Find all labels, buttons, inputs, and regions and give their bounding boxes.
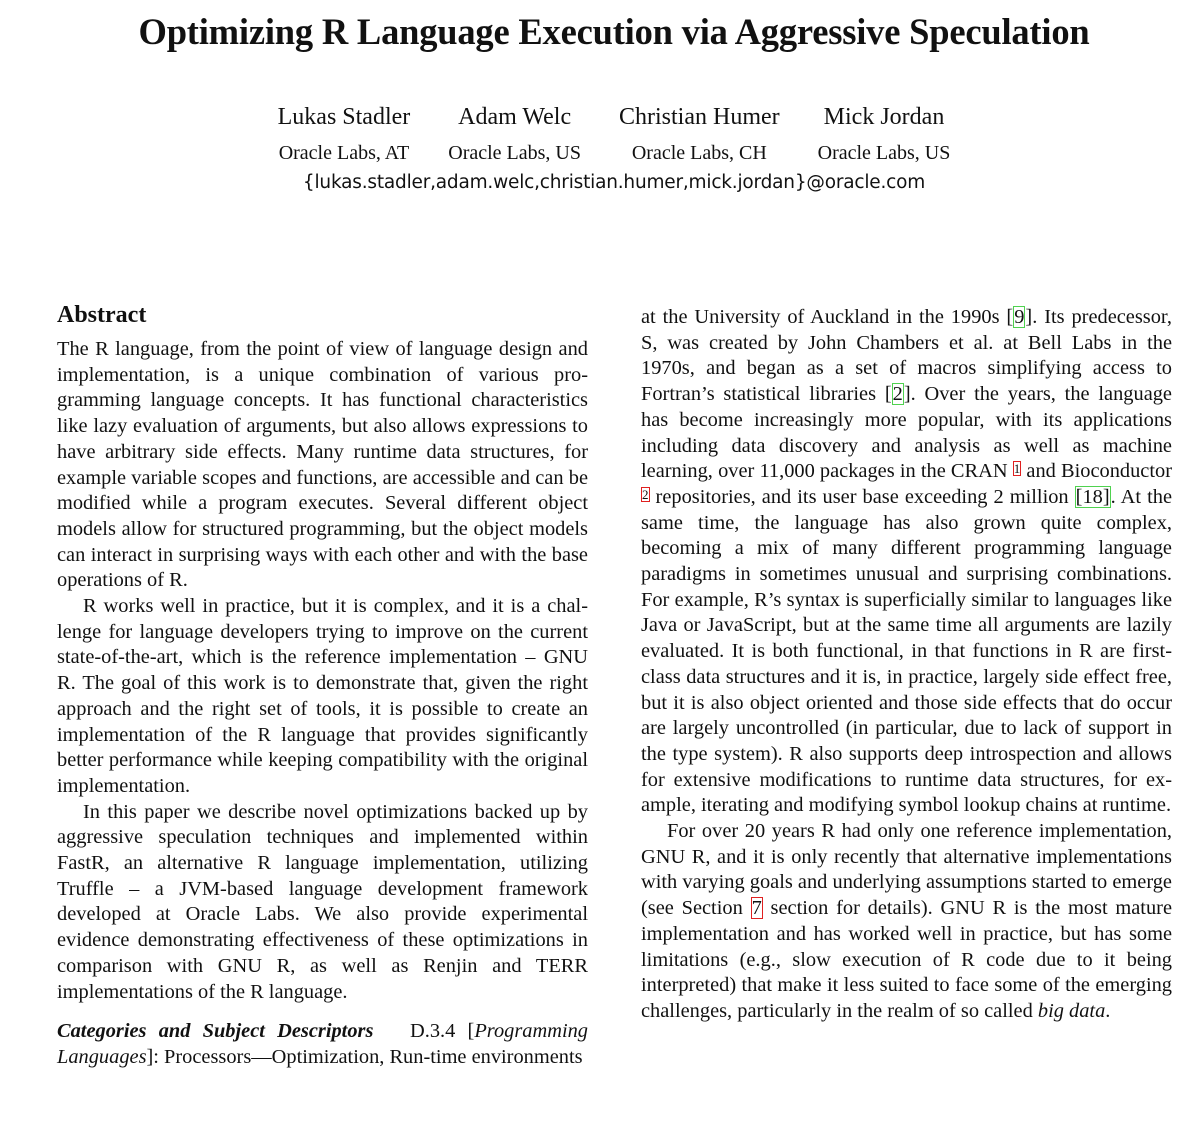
- author: [448, 102, 581, 166]
- text-run: .: [1105, 999, 1111, 1022]
- author: [278, 102, 411, 166]
- right-column: [641, 305, 1172, 1025]
- author-affiliation: Oracle Labs, US: [817, 142, 951, 164]
- citation-number[interactable]: 9: [1014, 306, 1025, 328]
- footnote-link[interactable]: 1: [1013, 461, 1021, 477]
- citation-number[interactable]: [18]: [1075, 485, 1110, 508]
- text-run: and Bioconductor: [1021, 460, 1172, 483]
- author-name: Lukas Stadler: [277, 104, 411, 130]
- abstract-paragraph: In this paper we describe novel optimizations backed up by aggressive speculation techniques and implemented within FastR, an alternative R language implementation, utilizing Truffle – a JVM-based language development framework developed at Oracle Labs. We also provide experimental evidence demonstrating effectiveness of these optimizations in comparison with GNU R, as well as Renjin and TERR implementations of the R language.: [57, 800, 588, 1003]
- categories-code: D.3.4 [: [410, 1020, 475, 1043]
- author: [619, 102, 780, 166]
- text-run: . Over the years, the language has become increasingly more popular, with its applications including data discovery and analysis as well as machine learning, over 11,000 packages in the CRAN: [641, 383, 1172, 483]
- author-name: Mick Jordan: [823, 104, 945, 130]
- categories-descriptors: [57, 1019, 588, 1070]
- author-affiliation: Oracle Labs, US: [448, 142, 581, 164]
- abstract-heading: Abstract: [57, 302, 147, 328]
- author-name: Adam Welc: [458, 104, 572, 130]
- categories-area: Programming Languages: [57, 1020, 589, 1068]
- author-affiliation: Oracle Labs, CH: [631, 142, 767, 164]
- text-run: . At the same time, the language has also grown quite complex, becoming a mix of many different programming language paradigms in sometimes unusual and surprising combinations. For example, R’s syntax is superficially similar to languages like Java or JavaScript, but at the same time all arguments are lazily evaluated. It is both functional, in that functions in R are first-class data structures and it is, in practice, largely side effect free, but it is also object oriented and those side effects that do occur are largely uncontrolled (in particular, due to lack of support in the type system). R also supports deep introspection and allows for extensive modifications to runtime data structures, for example, iterating and modifying symbol lookup chains at runtime.: [641, 485, 1172, 817]
- citation-link[interactable]: [1075, 486, 1111, 508]
- author-list: [0, 102, 1200, 166]
- text-run: . Its predecessor, S, was created by John Chambers et al. at Bell Labs in the 1970s, and began as a set of macros simplifying access to Fortran’s statistical libraries: [641, 306, 1172, 406]
- abstract-paragraph: The R language, from the point of view of language design and implementation, is a unique combination of various programming language concepts. It has functional characteristics like lazy evaluation of arguments, but also allows expressions to have arbitrary side effects. Many runtime data structures, for example variable scopes and functions, are accessible and can be modified while a program executes. Several different object models allow for structured programming, but the object models can interact in surprising ways with each other and with the base operations of R.: [57, 338, 588, 592]
- emphasis-text: big data: [1037, 999, 1106, 1022]
- abstract-paragraph: R works well in practice, but it is complex, and it is a challenge for language developers trying to improve on the current state-of-the-art, which is the reference implementation – GNU R. The goal of this work is to demonstrate that, given the right approach and the right set of tools, it is possible to create an implementation of the R language that provides significantly better performance while keeping compatibility with the original implementation.: [57, 595, 588, 797]
- author-name: Christian Humer: [619, 104, 780, 130]
- paper-title: Optimizing R Language Execution via Aggressive Speculation: [138, 11, 1090, 52]
- left-column: [57, 299, 588, 1071]
- author-affiliation: Oracle Labs, AT: [278, 142, 410, 164]
- section-link[interactable]: 7: [751, 897, 762, 920]
- intro-paragraph: [641, 305, 1172, 819]
- citation-link[interactable]: [9]: [1006, 306, 1033, 328]
- text-run: section for details). GNU R is the most mature implementation and has worked well in practice, but has some limitations (e.g., slow execution of R code due to it being interpreted) that make it less suited to face some of the emerging challenges, particularly in the realm of so called: [641, 897, 1172, 1022]
- categories-rest: ]: Processors—Optimization, Run-time environments: [146, 1045, 583, 1068]
- text-run: at the University of Auckland in the 1990s: [641, 306, 1007, 328]
- text-run: For over 20 years R had only one reference implementation, GNU R, and it is only recently that alternative implementations with varying goals and underlying assumptions started to emerge (see Section: [641, 820, 1172, 920]
- footnote-link[interactable]: 2: [642, 486, 649, 502]
- author: [818, 102, 951, 166]
- citation-number[interactable]: 2: [892, 383, 903, 406]
- text-run: repositories, and its user base exceeding 2 million: [649, 485, 1075, 508]
- author-emails: {lukas.stadler,adam.welc,christian.humer,mick.jordan}@oracle.com: [302, 172, 926, 193]
- citation-text[interactable]: 18: [1082, 485, 1103, 508]
- categories-label: Categories and Subject Descriptors: [57, 1020, 374, 1043]
- citation-link[interactable]: [2]: [884, 383, 911, 406]
- intro-paragraph: [641, 819, 1172, 1025]
